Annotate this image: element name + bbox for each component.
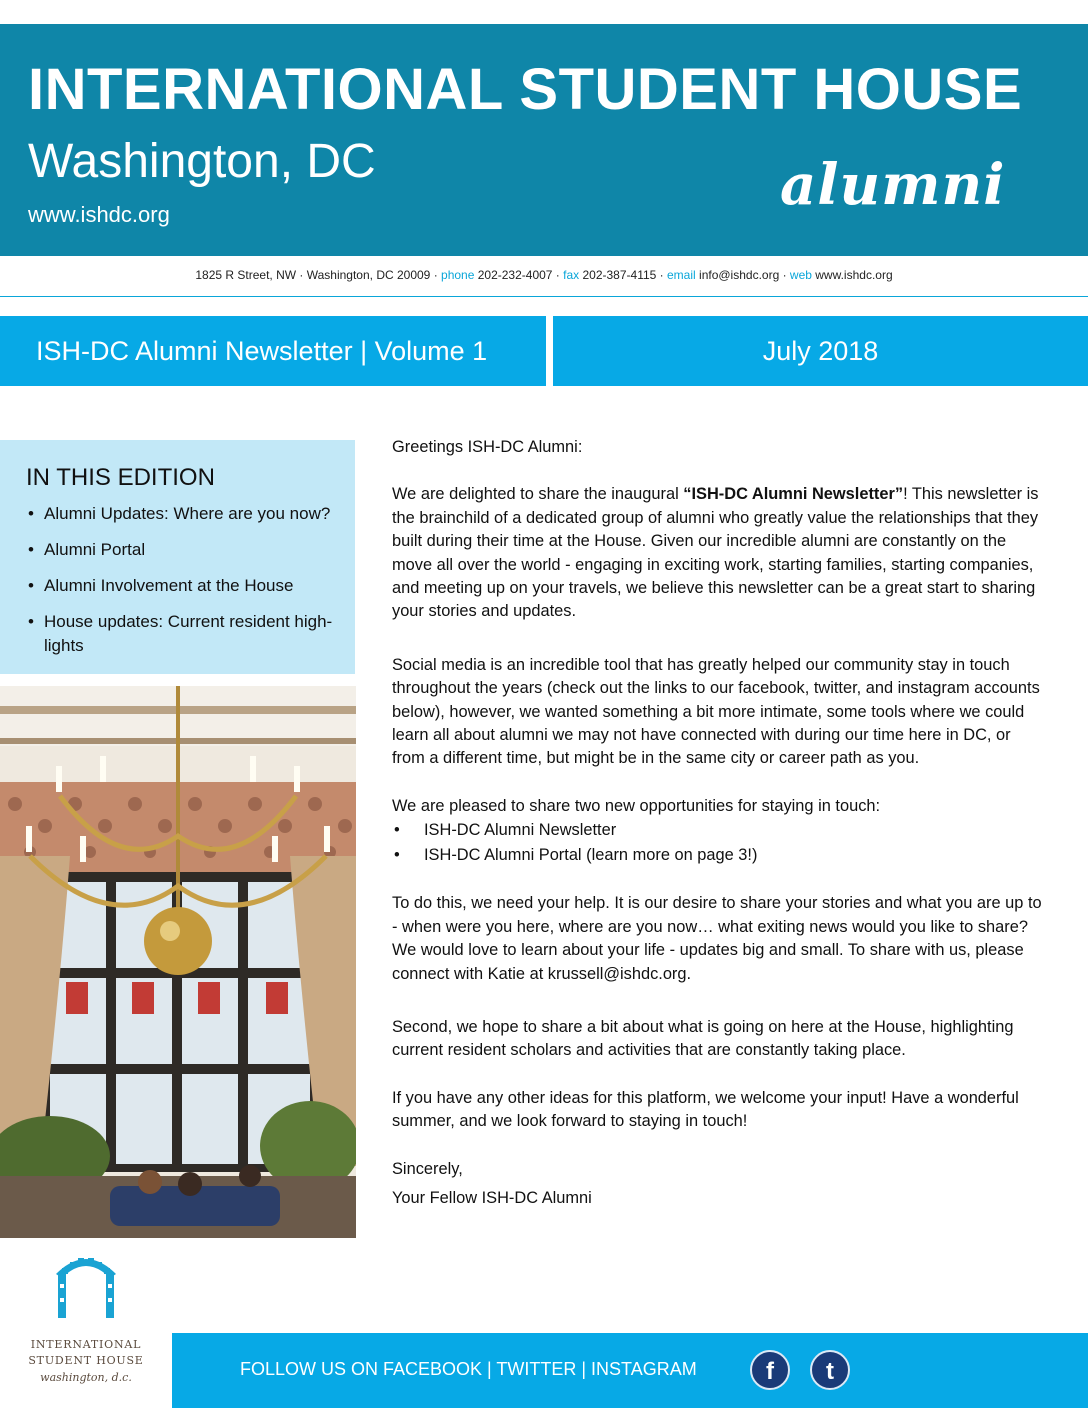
twitter-icon[interactable] bbox=[810, 1350, 850, 1390]
website-link[interactable]: www.ishdc.org bbox=[28, 202, 170, 227]
divider bbox=[0, 296, 1088, 297]
follow-us-text: FOLLOW US ON FACEBOOK | TWITTER | INSTAGRAM bbox=[240, 1359, 697, 1379]
closing: Sincerely, bbox=[392, 1159, 463, 1178]
paragraph-opportunities: We are pleased to share two new opportunities for staying in touch: bbox=[392, 796, 881, 815]
date-band bbox=[553, 316, 1088, 386]
city-name: Washington, DC bbox=[28, 135, 376, 188]
paragraph-social-media: Social media is an incredible tool that has greatly helped our community stay in touch throughout the years (check out the links to our facebook, twitter, and instagram accounts below), however, we wanted something a bit more intimate, some tools where we could learn all about alumni we may not have connected with during our time here in DC, or from a different time, but might be in the same city or career path as you. bbox=[392, 655, 1040, 768]
opportunity-list bbox=[392, 818, 1042, 868]
opportunity-item: • ISH-DC Alumni Newsletter bbox=[392, 818, 1042, 843]
paragraph-house: Second, we hope to share a bit about what is going on here at the House, highlighting current resident scholars and activities that are constantly taking place. bbox=[392, 1017, 1014, 1060]
svg-text:f: f bbox=[766, 1358, 774, 1385]
edition-list bbox=[26, 502, 355, 658]
logo-text-line3: washington, d.c. bbox=[40, 1371, 132, 1384]
arch-logo-icon bbox=[0, 1238, 172, 1334]
phone-label: phone bbox=[441, 268, 475, 282]
address: 1825 R Street, NW · Washington, DC 20009 · bbox=[195, 268, 442, 282]
intro-rest: ! This newsletter is the brainchild of a dedicated group of alumni who greatly value the relationships that they built during their time at the House. Given our incredible alumni are constantly on the move all over the world - engaging in exciting work, starting families, starting companies, and meeting up on your travels, we believe this newsletter can be a great start to sharing your stories and updates. bbox=[392, 485, 1039, 621]
footer-band bbox=[172, 1333, 1088, 1408]
newsletter-name: “ISH-DC Alumni Newsletter” bbox=[683, 485, 904, 504]
edition-item: • Alumni Updates: Where are you now? bbox=[26, 502, 346, 526]
ish-logo bbox=[0, 1238, 172, 1408]
facebook-icon[interactable] bbox=[750, 1350, 790, 1390]
email-label: email bbox=[667, 268, 696, 282]
contact-line bbox=[0, 268, 1088, 282]
paragraph-ideas: If you have any other ideas for this platform, we welcome your input! Have a wonderful summer, and we look forward to staying in touch! bbox=[392, 1088, 1019, 1131]
logo-text-line2: STUDENT HOUSE bbox=[28, 1354, 144, 1367]
signature: Your Fellow ISH-DC Alumni bbox=[392, 1188, 592, 1207]
svg-text:t: t bbox=[826, 1358, 834, 1385]
edition-item: • House updates: Current resident high-lights bbox=[26, 610, 346, 658]
fax: 202-387-4115 · bbox=[579, 268, 667, 282]
org-name: INTERNATIONAL STUDENT HOUSE bbox=[28, 57, 1023, 122]
paragraph-help: To do this, we need your help. It is our desire to share your stories and what you are up to - when were you here, where are you now… what exiting news would you like to share? We would love to learn about your life - updates big and small. To share with us, please connect with Katie at krussell@ishdc.org. bbox=[392, 894, 1042, 983]
issue-date: July 2018 bbox=[762, 335, 879, 366]
web-label: web bbox=[789, 268, 812, 282]
chandelier-photo-illustration bbox=[0, 686, 356, 1238]
twitter-glyph bbox=[812, 1352, 848, 1388]
edition-item: • Alumni Involvement at the House bbox=[26, 574, 346, 598]
letter-body bbox=[392, 436, 1042, 1210]
edition-item: • Alumni Portal bbox=[26, 538, 346, 562]
opportunity-item: • ISH-DC Alumni Portal (learn more on page 3!) bbox=[392, 843, 1042, 868]
email-link[interactable]: info@ishdc.org · bbox=[695, 268, 790, 282]
facebook-glyph bbox=[752, 1352, 788, 1388]
masthead bbox=[0, 24, 1088, 256]
web-link[interactable]: www.ishdc.org bbox=[811, 268, 893, 282]
fax-label: fax bbox=[563, 268, 580, 282]
greeting: Greetings ISH-DC Alumni: bbox=[392, 438, 583, 456]
newsletter-title-band bbox=[0, 316, 546, 386]
intro-lead: We are delighted to share the inaugural bbox=[392, 485, 684, 504]
phone: 202-232-4007 · bbox=[474, 268, 564, 282]
paragraph-intro bbox=[392, 483, 1042, 623]
newsletter-title: ISH-DC Alumni Newsletter | Volume 1 bbox=[36, 335, 488, 366]
logo-text-line1: INTERNATIONAL bbox=[30, 1338, 142, 1351]
sidebar-heading: IN THIS EDITION bbox=[26, 464, 215, 491]
alumni-wordmark: alumni bbox=[780, 152, 1006, 218]
in-this-edition-box bbox=[0, 440, 355, 674]
chandelier-photo bbox=[0, 686, 356, 1238]
